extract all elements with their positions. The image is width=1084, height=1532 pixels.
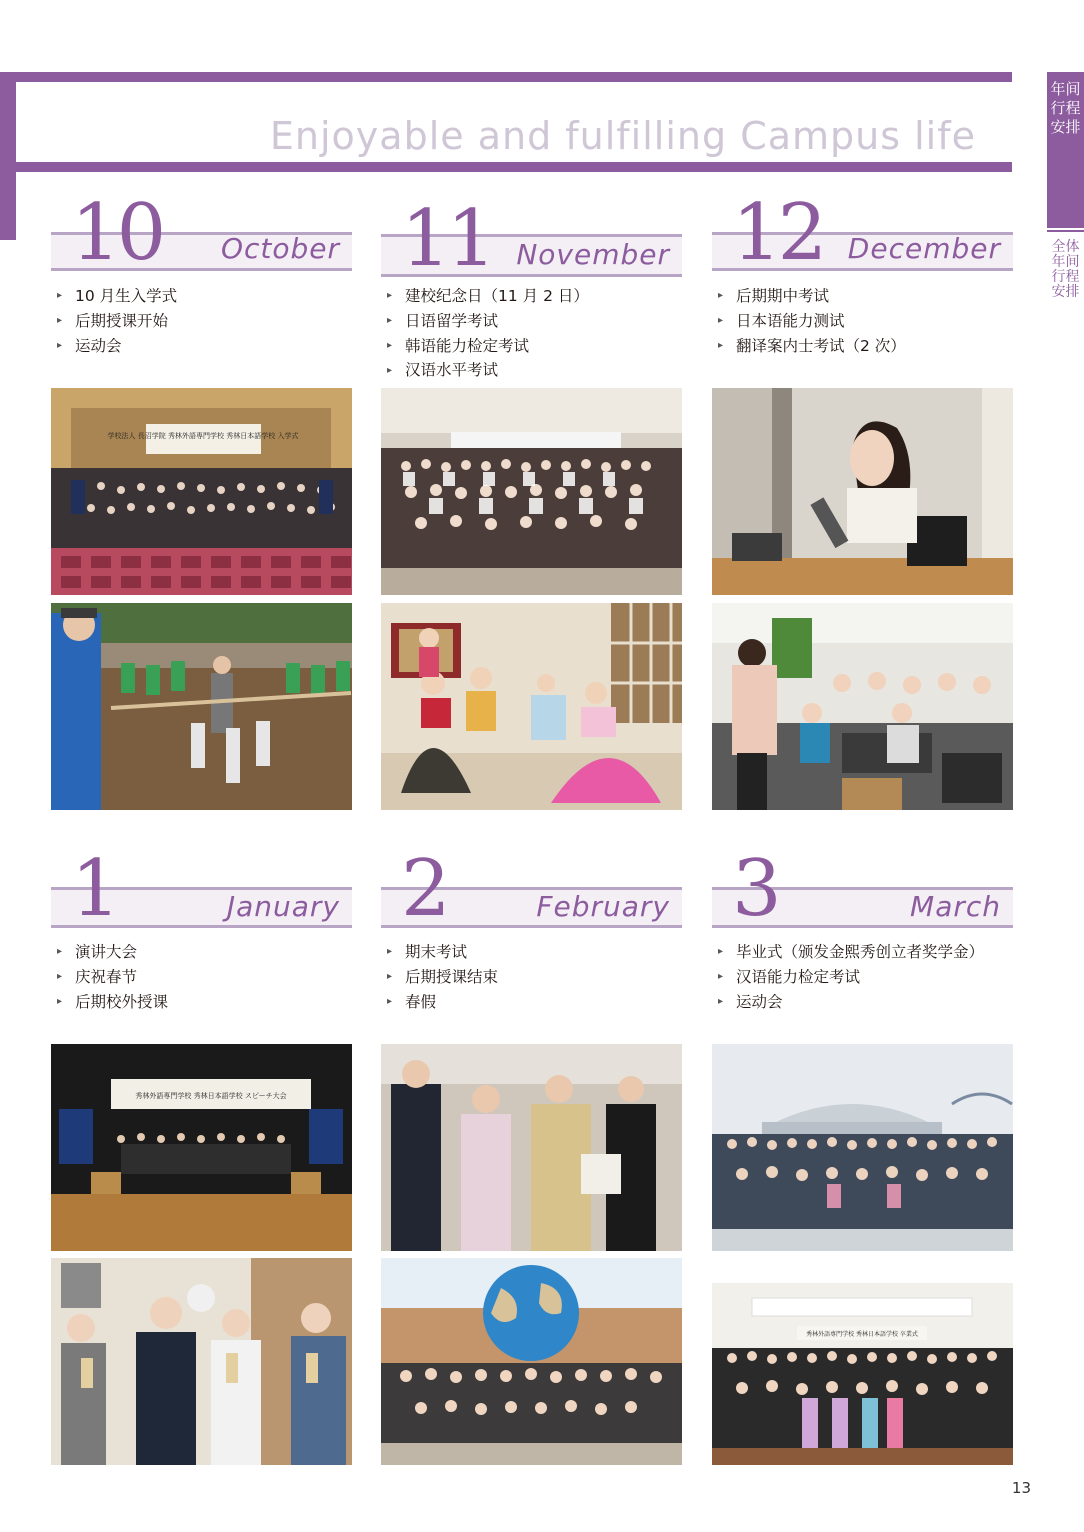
month-number: 12 bbox=[732, 188, 824, 278]
event-item: ▸ 韩语能力检定考试 bbox=[387, 336, 530, 355]
month-number: 11 bbox=[401, 194, 493, 284]
header-bottom-rule bbox=[16, 162, 1012, 172]
month-name: December bbox=[847, 232, 1001, 265]
photo-november-hanbok bbox=[381, 603, 682, 810]
month-number: 2 bbox=[401, 844, 447, 934]
photo-february-party bbox=[381, 1044, 682, 1251]
event-item: ▸ 汉语能力检定考试 bbox=[718, 967, 861, 986]
event-list bbox=[718, 940, 984, 1014]
event-item: ▸ 汉语水平考试 bbox=[387, 361, 499, 380]
page-number: 13 bbox=[1011, 1479, 1031, 1497]
page-title: Enjoyable and fulfilling Campus life bbox=[269, 114, 976, 158]
month-name: January bbox=[226, 890, 340, 923]
photo-banner-text: 学校法人 長沼学院 秀林外語専門学校 秀林日本語学校 入学式 bbox=[107, 432, 299, 440]
month-january bbox=[51, 844, 352, 1050]
side-tab-divider bbox=[1047, 230, 1084, 232]
event-item: ▸ 日语留学考试 bbox=[387, 311, 499, 330]
month-october bbox=[51, 188, 352, 396]
event-item: ▸ 运动会 bbox=[57, 336, 122, 355]
event-item: ▸ 后期校外授课 bbox=[57, 992, 169, 1011]
photo-banner-text: 秀林外語専門学校 秀林日本語学校 卒業式 bbox=[806, 1331, 918, 1338]
event-item: ▸ 建校纪念日（11 月 2 日） bbox=[387, 287, 589, 305]
event-item: ▸ 毕业式（颁发金熙秀创立者奖学金） bbox=[718, 943, 985, 961]
event-item: ▸ 演讲大会 bbox=[57, 943, 138, 961]
event-item: ▸ 10 月生入学式 bbox=[57, 287, 178, 305]
event-list bbox=[387, 284, 589, 383]
month-number: 10 bbox=[71, 188, 163, 278]
month-february bbox=[381, 844, 682, 1050]
event-item: ▸ 期末考试 bbox=[387, 943, 468, 961]
photo-october-entrance-ceremony bbox=[51, 388, 352, 595]
photo-november-group bbox=[381, 388, 682, 595]
photo-december-lounge bbox=[712, 603, 1013, 810]
header-left-bar bbox=[0, 72, 16, 240]
header-top-rule bbox=[16, 72, 1012, 82]
event-list bbox=[57, 284, 177, 358]
month-name: February bbox=[536, 890, 670, 923]
event-item: ▸ 后期期中考试 bbox=[718, 287, 830, 305]
event-item: ▸ 后期授课结束 bbox=[387, 967, 499, 986]
event-item: ▸ 庆祝春节 bbox=[57, 967, 138, 986]
month-march bbox=[712, 844, 1013, 1050]
event-list bbox=[57, 940, 168, 1014]
event-item: ▸ 后期授课开始 bbox=[57, 311, 169, 330]
event-item: ▸ 翻译案内士考试（2 次） bbox=[718, 336, 906, 355]
month-name: November bbox=[516, 238, 670, 271]
photo-january-award-winners bbox=[51, 1258, 352, 1465]
photo-february-trip bbox=[381, 1258, 682, 1465]
photo-october-sports-day bbox=[51, 603, 352, 810]
month-november bbox=[381, 196, 682, 396]
side-tab-active-label[interactable]: 年间行程安排 bbox=[1050, 80, 1081, 136]
event-list bbox=[387, 940, 498, 1014]
month-number: 1 bbox=[71, 844, 117, 934]
event-item: ▸ 春假 bbox=[387, 992, 437, 1011]
photo-banner-text: 秀林外語専門学校 秀林日本語学校 スピーチ大会 bbox=[135, 1092, 287, 1100]
side-tab-inactive-label[interactable]: 全体年间行程安排 bbox=[1051, 239, 1080, 300]
month-december bbox=[712, 188, 1013, 396]
event-item: ▸ 运动会 bbox=[718, 992, 783, 1011]
event-list bbox=[718, 284, 906, 358]
month-name: October bbox=[220, 232, 340, 265]
photo-march-outdoor-group bbox=[712, 1044, 1013, 1251]
photo-march-graduation bbox=[712, 1258, 1013, 1465]
photo-december-booth bbox=[712, 388, 1013, 595]
photo-january-speech-contest bbox=[51, 1044, 352, 1251]
event-item: ▸ 日本语能力测试 bbox=[718, 311, 845, 330]
month-number: 3 bbox=[732, 844, 778, 934]
month-name: March bbox=[910, 890, 1001, 923]
